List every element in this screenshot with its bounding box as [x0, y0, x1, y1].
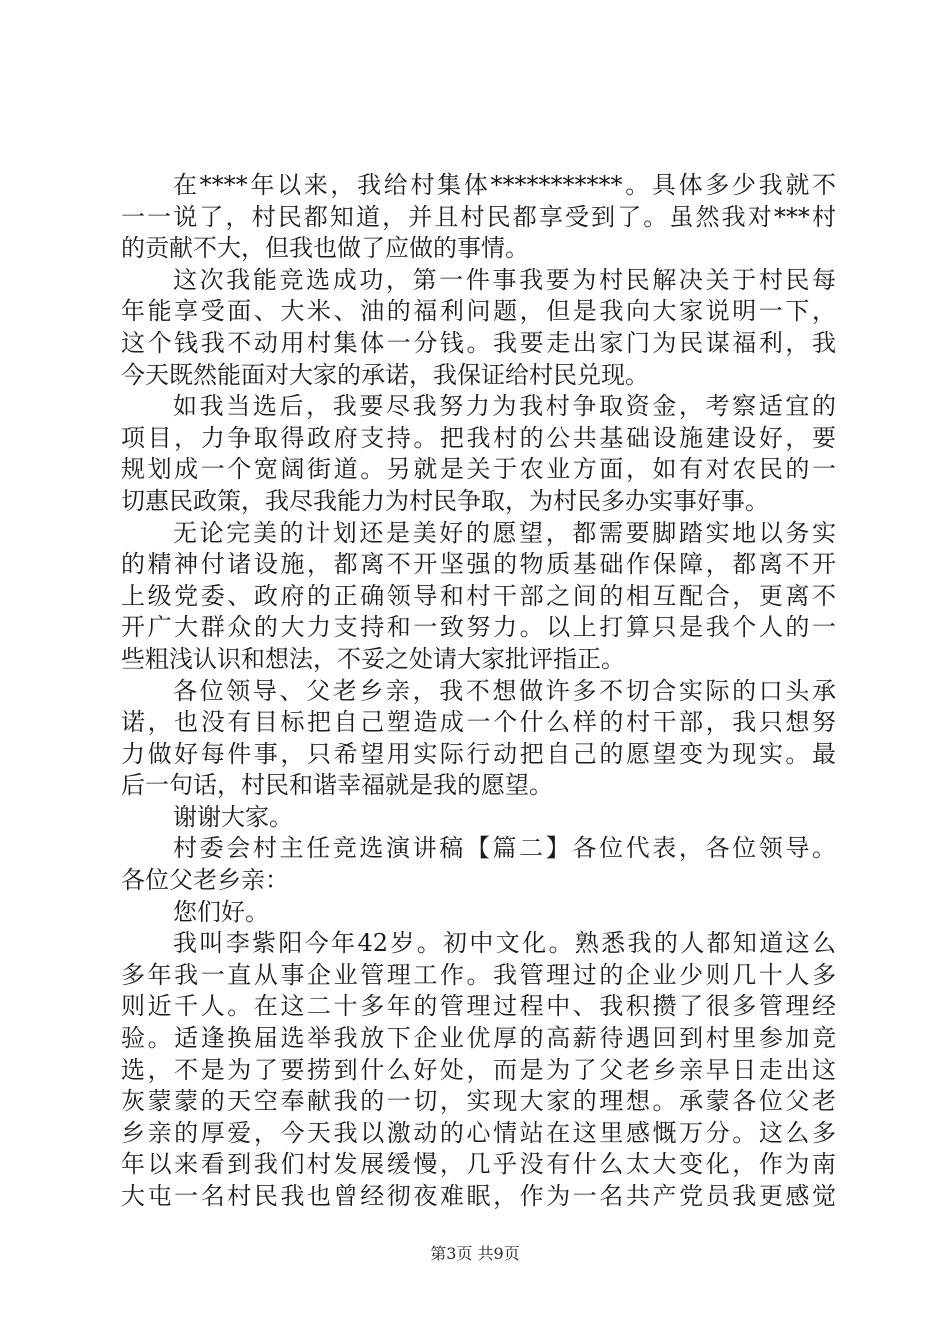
text-line: 则近千人。在这二十多年的管理过程中、我积攒了很多管理经	[121, 992, 836, 1021]
text-line: 您们好。	[173, 897, 269, 926]
text-line: 诺，也没有目标把自己塑造成一个什么样的村干部，我只想努	[121, 708, 836, 737]
text-line: 谢谢大家。	[173, 802, 293, 831]
text-line: 后一句话，村民和谐幸福就是我的愿望。	[121, 771, 553, 800]
text-line: 上级党委、政府的正确领导和村干部之间的相互配合，更离不	[121, 581, 836, 610]
text-line: 的精神付诸设施，都离不开坚强的物质基础作保障，都离不开	[121, 550, 836, 579]
text-line: 验。适逢换届选举我放下企业优厚的高薪待遇回到村里参加竞	[121, 1024, 836, 1053]
text-line: 灰蒙蒙的天空奉献我的一切，实现大家的理想。承蒙各位父老	[121, 1087, 836, 1116]
text-line: 今天既然能面对大家的承诺，我保证给村民兑现。	[121, 360, 649, 389]
text-line: 无论完美的计划还是美好的愿望，都需要脚踏实地以务实	[173, 518, 836, 547]
text-line: 各位领导、父老乡亲，我不想做许多不切合实际的口头承	[173, 676, 836, 705]
text-line: 乡亲的厚爱，今天我以激动的心情站在这里感慨万分。这么多	[121, 1118, 836, 1147]
text-line: 如我当选后，我要尽我努力为我村争取资金，考察适宜的	[173, 392, 836, 421]
text-line: 我叫李紫阳今年42岁。初中文化。熟悉我的人都知道这么	[173, 929, 836, 958]
text-line: 多年我一直从事企业管理工作。我管理过的企业少则几十人多	[121, 960, 836, 989]
text-line: 的贡献不大，但我也做了应做的事情。	[121, 234, 529, 263]
paragraph	[121, 391, 836, 517]
text-line: 大屯一名村民我也曾经彻夜难眠，作为一名共产党员我更感觉	[121, 1182, 836, 1210]
page-footer	[0, 1244, 950, 1264]
paragraph	[121, 802, 836, 834]
text-line: 项目，力争取得政府支持。把我村的公共基础设施建设好，要	[121, 423, 836, 452]
paragraph	[121, 265, 836, 391]
document-body	[121, 170, 836, 1213]
text-line: 村委会村主任竞选演讲稿【篇二】各位代表，各位领导。	[173, 834, 836, 863]
paragraph	[121, 897, 836, 929]
text-line: 规划成一个宽阔街道。另就是关于农业方面，如有对农民的一	[121, 455, 836, 484]
paragraph	[121, 676, 836, 802]
text-line: 选，不是为了要捞到什么好处，而是为了父老乡亲早日走出这	[121, 1055, 836, 1084]
paragraph	[121, 518, 836, 676]
text-line: 些粗浅认识和想法，不妥之处请大家批评指正。	[121, 644, 625, 673]
text-line: 开广大群众的大力支持和一致努力。以上打算只是我个人的一	[121, 613, 836, 642]
text-line: 这次我能竞选成功，第一件事我要为村民解决关于村民每	[173, 265, 836, 294]
text-line: 切惠民政策，我尽我能力为村民争取，为村民多办实事好事。	[121, 486, 769, 515]
text-line: 这个钱我不动用村集体一分钱。我要走出家门为民谋福利，我	[121, 328, 836, 357]
paragraph	[121, 833, 836, 896]
text-line: 在****年以来，我给村集体***********。具体多少我就不	[173, 171, 836, 199]
text-line: 年以来看到我们村发展缓慢，几乎没有什么太大变化，作为南	[121, 1150, 836, 1179]
page-number: 第3页 共9页	[430, 1244, 520, 1263]
text-line: 力做好每件事，只希望用实际行动把自己的愿望变为现实。最	[121, 739, 836, 768]
paragraph	[121, 928, 836, 1212]
text-line: 各位父老乡亲：	[121, 866, 289, 895]
text-line: 年能享受面、大米、油的福利问题，但是我向大家说明一下，	[121, 297, 836, 326]
paragraph	[121, 170, 836, 265]
text-line: 一一说了，村民都知道，并且村民都享受到了。虽然我对***村	[121, 202, 836, 231]
